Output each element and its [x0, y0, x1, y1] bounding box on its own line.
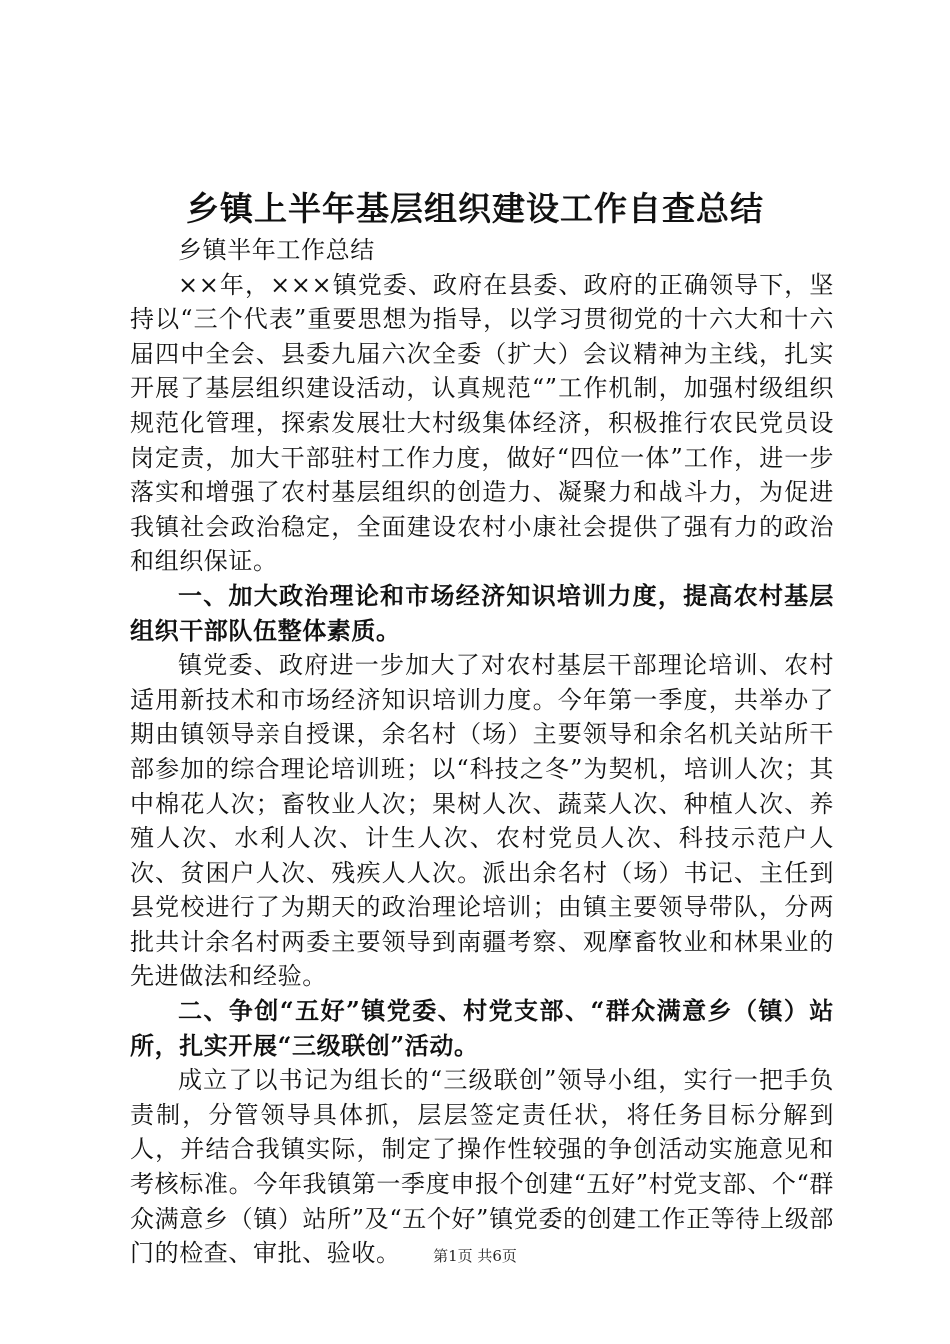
page-number-footer: 第1页 共6页 [433, 1247, 517, 1265]
document-body [130, 233, 834, 1271]
section-1-paragraph: 镇党委、政府进一步加大了对农村基层干部理论培训、农村适用新技术和市场经济知识培训力度。今年第一季度，共举办了期由镇领导亲自授课，余名村（场）主要领导和余名机关站所干部参加的综合理论培训班；以“科技之冬”为契机，培训人次；其中棉花人次；畜牧业人次；果树人次、蔬菜人次、种植人次、养殖人次、水利人次、计生人次、农村党员人次、科技示范户人次、贫困户人次、残疾人人次。派出余名村（场）书记、主任到县党校进行了为期天的政治理论培训；由镇主要领导带队，分两批共计余名村两委主要领导到南疆考察、观摩畜牧业和林果业的先进做法和经验。 [130, 651, 834, 991]
document-title: 乡镇上半年基层组织建设工作自查总结 [186, 189, 764, 228]
subtitle-paragraph: 乡镇半年工作总结 [178, 236, 375, 264]
intro-paragraph: ××年，×××镇党委、政府在县委、政府的正确领导下，坚持以“三个代表”重要思想为指导，以学习贯彻党的十六大和十六届四中全会、县委九届六次全委（扩大）会议精神为主线，扎实开展了基层组织建设活动，认真规范“”工作机制，加强村级组织规范化管理，探索发展壮大村级集体经济，积极推行农民党员设岗定责，加大干部驻村工作力度，做好“四位一体”工作，进一步落实和增强了农村基层组织的创造力、凝聚力和战斗力，为促进我镇社会政治稳定，全面建设农村小康社会提供了强有力的政治和组织保证。 [130, 270, 834, 576]
section-heading-1: 一、加大政治理论和市场经济知识培训力度，提高农村基层组织干部队伍整体素质。 [130, 580, 834, 645]
section-2-paragraph: 成立了以书记为组长的“三级联创”领导小组，实行一把手负责制，分管领导具体抓，层层签定责任状，将任务目标分解到人，并结合我镇实际，制定了操作性较强的争创活动实施意见和考核标准。今年我镇第一季度申报个创建“五好”村党支部、个“群众满意乡（镇）站所”及“五个好”镇党委的创建工作正等待上级部门的检查、审批、验收。 [130, 1066, 834, 1268]
section-heading-2: 二、争创“五好”镇党委、村党支部、“群众满意乡（镇）站所，扎实开展“三级联创”活动。 [130, 996, 834, 1060]
